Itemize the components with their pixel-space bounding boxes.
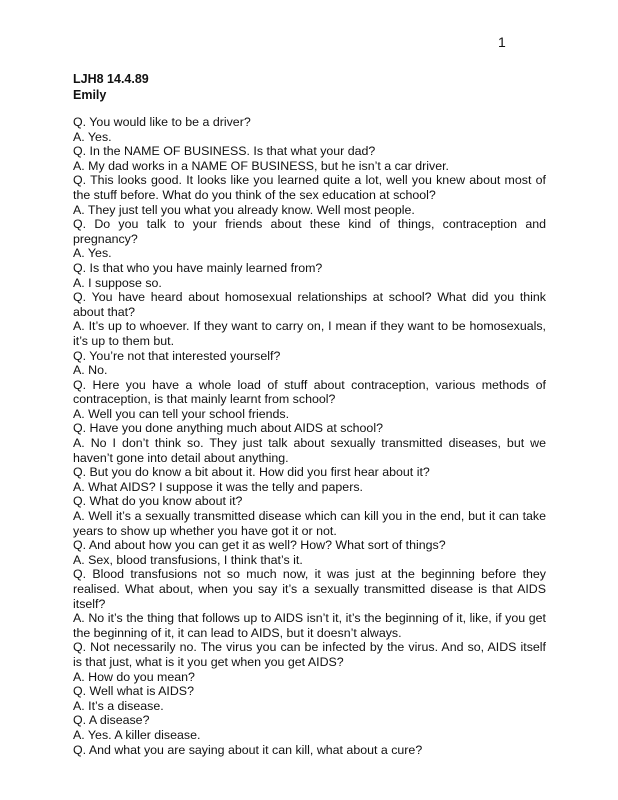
transcript-line: A. Sex, blood transfusions, I think that’s it. [73, 552, 303, 567]
transcript-line: Q. Have you done anything much about AIDS at school? [73, 421, 383, 436]
transcript-line: Q. You would like to be a driver? [73, 115, 251, 129]
transcript-line: Q. This looks good. It looks like you learned quite a lot, well you knew about most of the stuff before. What do you think of the sex education at school? [73, 173, 546, 202]
transcript-line: A. It’s up to whoever. If they want to carry on, I mean if they want to be homosexuals, it’s up to them but. [73, 319, 546, 348]
transcript-line: A. No I don’t think so. They just talk about sexually transmitted diseases, but we haven’t gone into detail about anything. [73, 436, 546, 465]
transcript-line: A. What AIDS? I suppose it was the telly and papers. [73, 479, 363, 494]
transcript-line: Q. Here you have a whole load of stuff about contraception, various methods of contraception, is that mainly learnt from school? [73, 377, 546, 407]
transcript-line: A. No it’s the thing that follows up to AIDS isn’t it, it’s the beginning of it, like, if you get the beginning of it, it can lead to AIDS, but it doesn’t always. [73, 611, 546, 640]
transcript-line: Q. And about how you can get it as well? How? What sort of things? [73, 538, 446, 553]
transcript-line: A. Yes. [73, 129, 112, 144]
transcript-line: A. How do you mean? [73, 669, 195, 684]
interview-code: LJH8 14.4.89 [73, 72, 149, 86]
document-header [73, 71, 149, 103]
transcript-line: A. Well it’s a sexually transmitted disease which can kill you in the end, but it can take years to show up whether you have got it or not. [73, 509, 546, 538]
transcript-line: A. Well you can tell your school friends. [73, 406, 290, 421]
transcript-line: Q. Not necessarily no. The virus you can be infected by the virus. And so, AIDS itself is that just, what is it you get when you get AIDS? [73, 640, 546, 669]
transcript-line: Q. You’re not that interested yourself? [73, 348, 281, 363]
transcript-line: Q. In the NAME OF BUSINESS. Is that what your dad? [73, 144, 376, 159]
transcript-line: Q. But you do know a bit about it. How did you first hear about it? [73, 465, 430, 480]
transcript-line: A. Yes. A killer disease. [73, 727, 201, 742]
transcript-line: Q. A disease? [73, 713, 150, 728]
interviewee-name: Emily [73, 88, 107, 102]
transcript [73, 115, 546, 757]
transcript-line: A. No. [73, 363, 108, 378]
transcript-line: Q. Blood transfusions not so much now, it was just at the beginning before they realised. What about, when you say it’s a sexually transmitted disease is that AIDS itself? [73, 567, 546, 611]
transcript-line: Q. Well what is AIDS? [73, 684, 194, 699]
transcript-line: A. It’s a disease. [73, 698, 164, 713]
transcript-line: Q. What do you know about it? [73, 494, 243, 509]
page-number: 1 [498, 34, 506, 50]
transcript-line: A. Yes. [73, 246, 112, 261]
transcript-line: Q. And what you are saying about it can kill, what about a cure? [73, 742, 423, 757]
transcript-line: A. They just tell you what you already know. Well most people. [73, 202, 415, 217]
transcript-line: Q. Is that who you have mainly learned from? [73, 260, 323, 275]
transcript-line: A. My dad works in a NAME OF BUSINESS, but he isn’t a car driver. [73, 158, 449, 173]
transcript-line: Q. You have heard about homosexual relationships at school? What did you think about that? [73, 290, 546, 319]
transcript-line: Q. Do you talk to your friends about these kind of things, contraception and pregnancy? [73, 217, 546, 246]
transcript-line: A. I suppose so. [73, 275, 162, 290]
